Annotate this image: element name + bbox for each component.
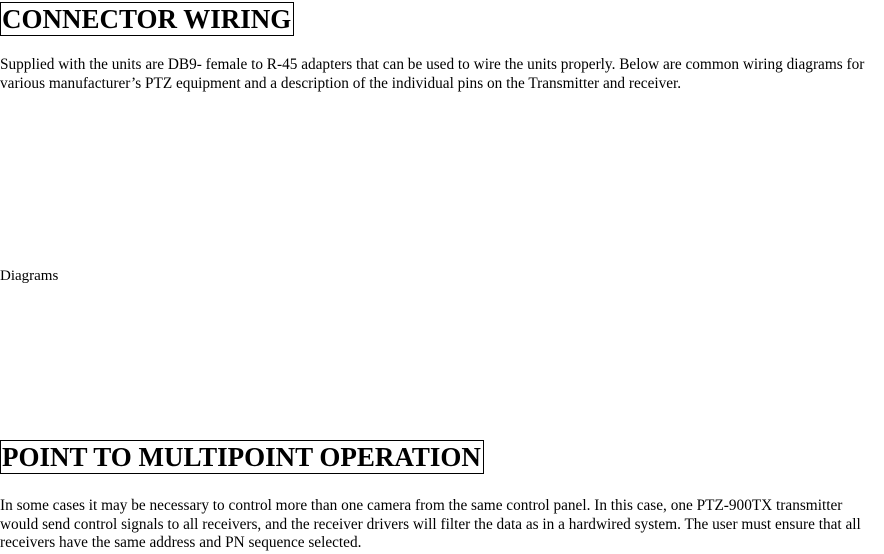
point-to-multipoint-heading: POINT TO MULTIPOINT OPERATION <box>0 440 484 474</box>
connector-wiring-paragraph: Supplied with the units are DB9- female to R-45 adapters that can be used to wire the units properly. Below are common wiring diagrams for various manufacturer’s PTZ equipment and a description of the individual pins on the Transmitter and receiver. <box>0 56 865 92</box>
diagrams-label: Diagrams <box>0 268 59 284</box>
point-to-multipoint-paragraph: In some cases it may be necessary to control more than one camera from the same control panel. In this case, one PTZ-900TX transmitter would send control signals to all receivers, and the receiver drivers will filter the data as in a hardwired system. The user must ensure that all receivers have the same address and PN sequence selected. <box>0 497 861 551</box>
connector-wiring-heading: CONNECTOR WIRING <box>0 2 294 36</box>
